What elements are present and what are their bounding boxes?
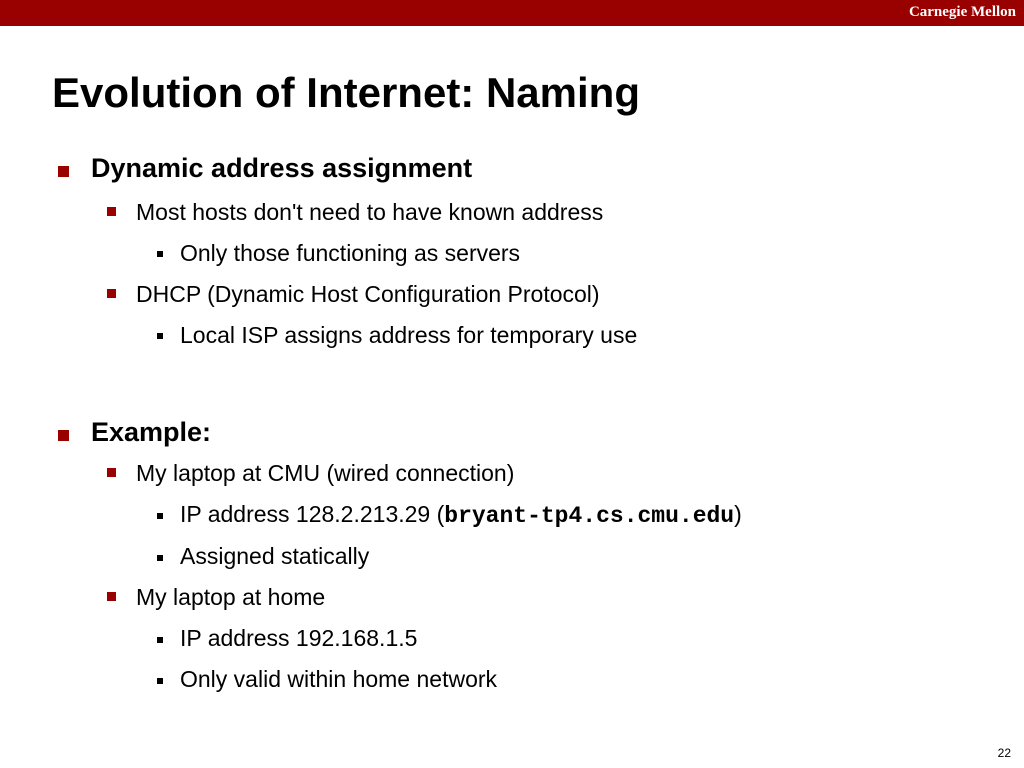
square-bullet-icon	[107, 207, 116, 216]
list-item	[180, 501, 742, 529]
list-item: My laptop at home	[136, 584, 326, 610]
square-bullet-icon	[157, 333, 163, 339]
list-item: Assigned statically	[180, 543, 370, 569]
section-heading: Dynamic address assignment	[91, 153, 473, 183]
square-bullet-icon	[157, 637, 163, 643]
list-item: Most hosts don't need to have known address	[136, 199, 604, 225]
square-bullet-icon	[58, 166, 69, 177]
square-bullet-icon	[157, 678, 163, 684]
list-item: IP address 192.168.1.5	[180, 625, 418, 651]
list-item: Only valid within home network	[180, 666, 498, 692]
square-bullet-icon	[157, 251, 163, 257]
page-number: 22	[997, 746, 1011, 760]
hostname-text: bryant-tp4.cs.cmu.edu	[444, 503, 735, 529]
list-item: Only those functioning as servers	[180, 240, 521, 266]
section-heading: Example:	[91, 417, 212, 447]
square-bullet-icon	[107, 289, 116, 298]
ip-address-text: IP address 128.2.213.29 (	[180, 501, 445, 527]
list-item: My laptop at CMU (wired connection)	[136, 460, 515, 486]
square-bullet-icon	[107, 468, 116, 477]
closing-paren: )	[734, 501, 742, 527]
square-bullet-icon	[107, 592, 116, 601]
list-item: DHCP (Dynamic Host Configuration Protocol)	[136, 281, 600, 307]
square-bullet-icon	[157, 513, 163, 519]
square-bullet-icon	[58, 430, 69, 441]
brand-label: Carnegie Mellon	[908, 4, 1016, 20]
slide-title: Evolution of Internet: Naming	[52, 69, 640, 116]
list-item: Local ISP assigns address for temporary use	[180, 322, 638, 348]
square-bullet-icon	[157, 555, 163, 561]
